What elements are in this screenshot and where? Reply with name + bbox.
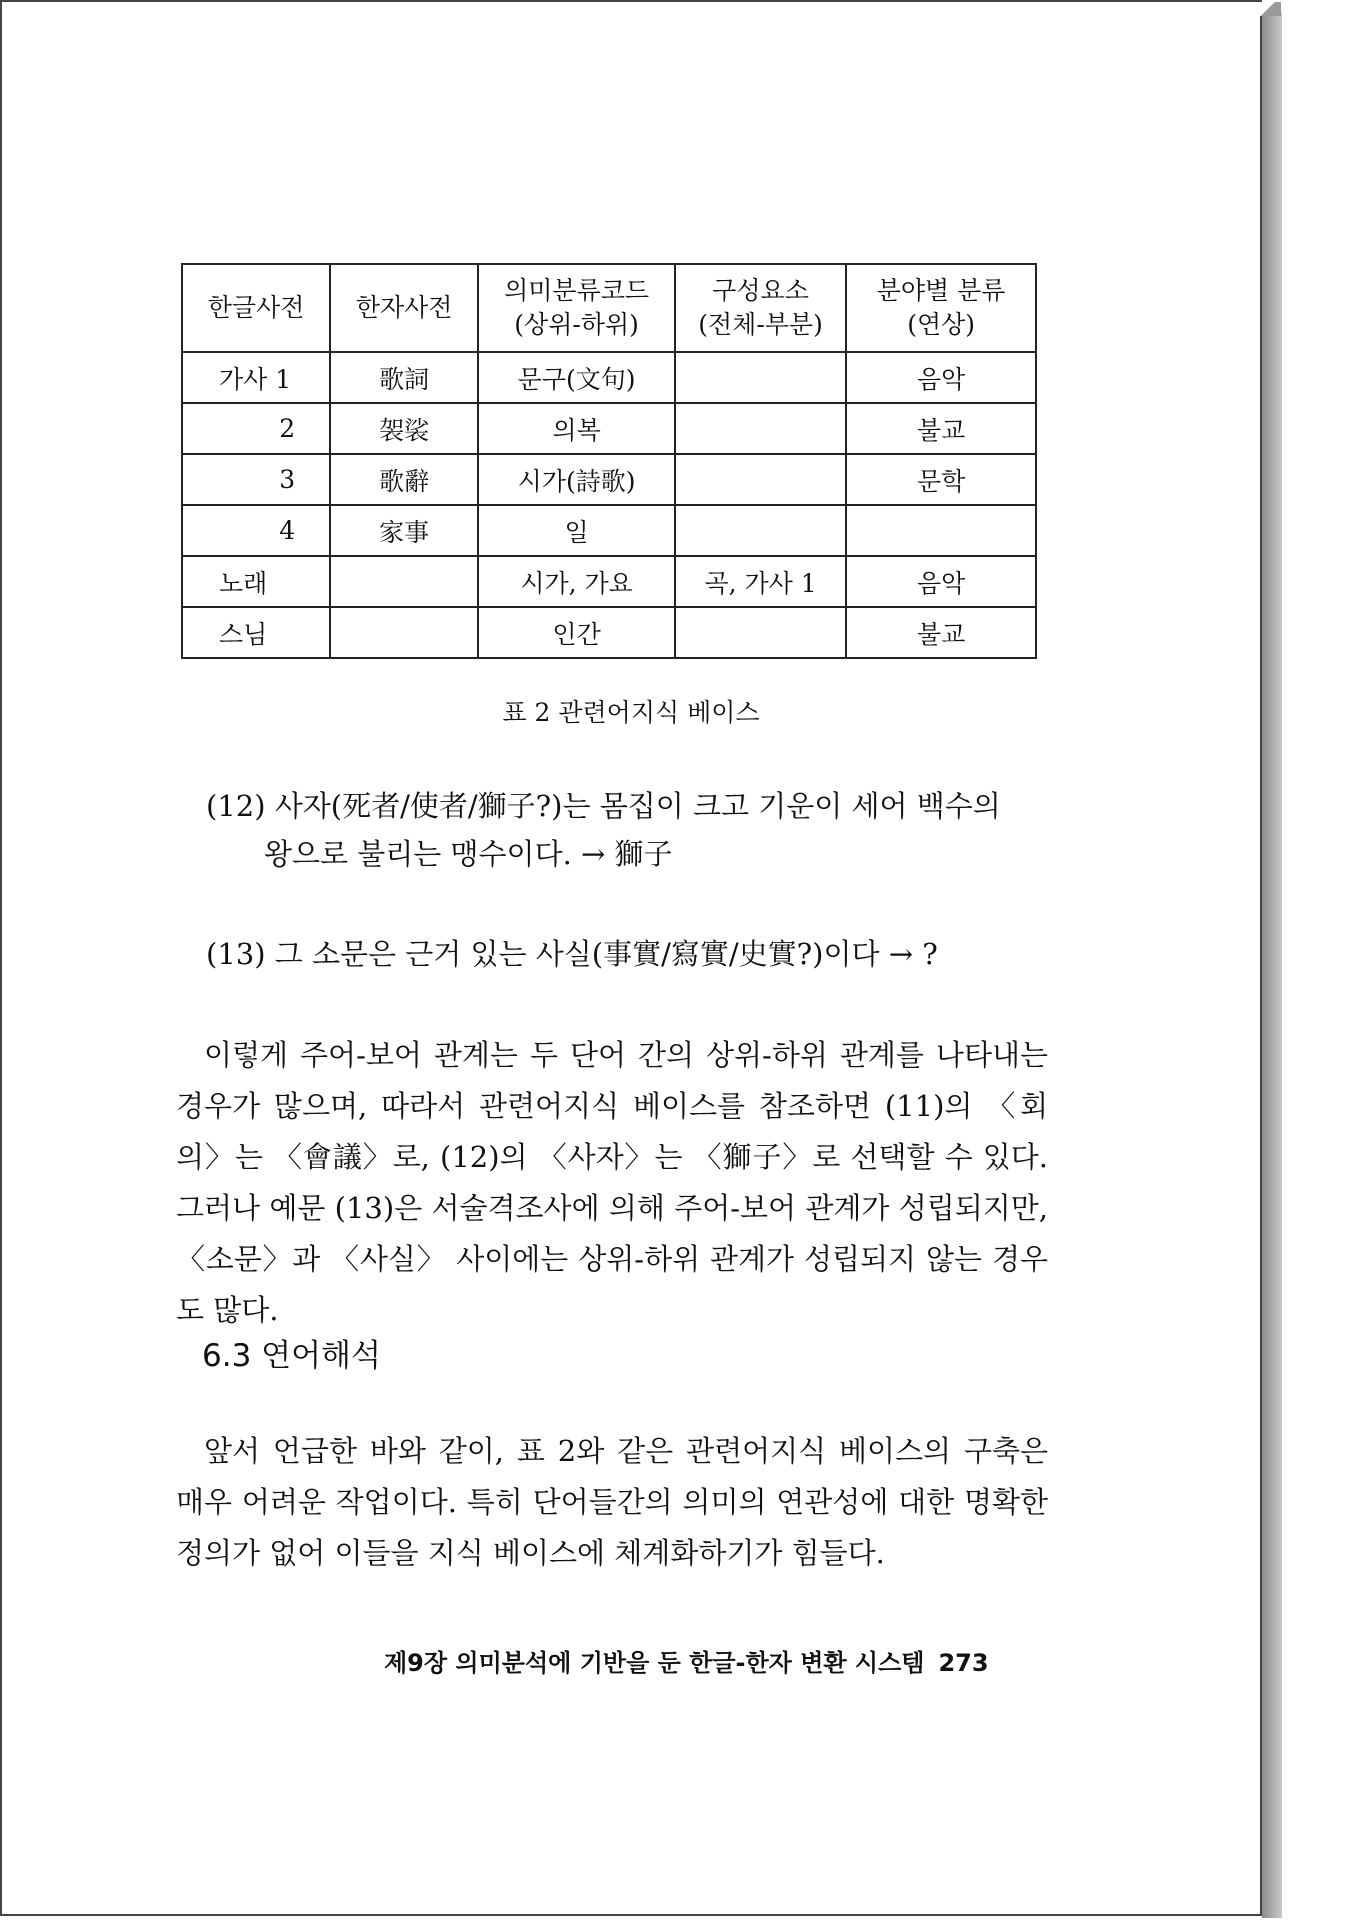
table-cell: [675, 607, 846, 658]
table-row: [182, 505, 1036, 556]
table-cell: 가사 1: [182, 352, 330, 403]
table-cell: [675, 403, 846, 454]
table-cell: 歌辭: [330, 454, 478, 505]
header-hangul-dictionary: 한글사전: [182, 264, 330, 352]
section-heading: 6.3 연어해석: [202, 1338, 381, 1374]
table-cell: 불교: [846, 403, 1036, 454]
table-row: [182, 607, 1036, 658]
table-cell: [846, 505, 1036, 556]
header-component-text: 구성요소 (전체-부분): [698, 276, 823, 339]
table-cell: [675, 352, 846, 403]
paragraph-1: [176, 1030, 1048, 1336]
page-corner-fold: [1255, 2, 1281, 16]
table-cell: 인간: [478, 607, 675, 658]
table-cell: [330, 556, 478, 607]
table-cell: 의복: [478, 403, 675, 454]
table-cell: 시가, 가요: [478, 556, 675, 607]
table-cell: 家事: [330, 505, 478, 556]
table-cell: [675, 505, 846, 556]
related-word-knowledge-table: [181, 263, 1037, 659]
table-cell: 3: [182, 454, 330, 505]
table-cell: [330, 607, 478, 658]
table-cell: 4: [182, 505, 330, 556]
header-hanja-dictionary: 한자사전: [330, 264, 478, 352]
table-cell: 시가(詩歌): [478, 454, 675, 505]
page-number: 273: [938, 1649, 989, 1677]
header-component: [675, 264, 846, 352]
header-field-text: 분야별 분류 (연상): [876, 276, 1006, 339]
paragraph-1-text: 이렇게 주어-보어 관계는 두 단어 간의 상위-하위 관계를 나타내는 경우가 많으며, 따라서 관련어지식 베이스를 참조하면 (11)의 〈회의〉는 〈會議〉로, (12)의 〈사자〉는 〈獅子〉로 선택할 수 있다. 그러나 예문 (13)은 서술격조사에 의해 주어-보어 관계가 성립되지만, 〈소문〉과 〈사실〉 사이에는 상위-하위 관계가 성립되지 않는 경우도 많다.: [176, 1038, 1048, 1327]
example-12-line-2: 왕으로 불리는 맹수이다. → 獅子: [264, 837, 673, 871]
header-semantic-code-text: 의미분류코드 (상위-하위): [504, 276, 650, 339]
table-cell: 노래: [182, 556, 330, 607]
table-cell: 문구(文句): [478, 352, 675, 403]
table-cell: 袈裟: [330, 403, 478, 454]
paragraph-2: [176, 1426, 1048, 1579]
table-cell: 음악: [846, 352, 1036, 403]
header-field-classification: [846, 264, 1036, 352]
table-cell: 2: [182, 403, 330, 454]
table-row: [182, 556, 1036, 607]
table-cell: [675, 454, 846, 505]
example-12-line-1: (12) 사자(死者/使者/獅子?)는 몸집이 크고 기운이 세어 백수의: [206, 789, 1001, 823]
table-caption: 표 2 관련어지식 베이스: [502, 698, 760, 727]
table-cell: 歌詞: [330, 352, 478, 403]
page-edge-shadow: [1262, 12, 1282, 1918]
table-cell: 문학: [846, 454, 1036, 505]
example-13: (13) 그 소문은 근거 있는 사실(事實/寫實/史實?)이다 → ?: [206, 937, 938, 971]
table-header-row: [182, 264, 1036, 352]
table-cell: 곡, 가사 1: [675, 556, 846, 607]
table-row: [182, 454, 1036, 505]
table-cell: 스님: [182, 607, 330, 658]
table-row: [182, 403, 1036, 454]
table-cell: 음악: [846, 556, 1036, 607]
table-row: [182, 352, 1036, 403]
paragraph-2-text: 앞서 언급한 바와 같이, 표 2와 같은 관련어지식 베이스의 구축은 매우 어려운 작업이다. 특히 단어들간의 의미의 연관성에 대한 명확한 정의가 없어 이들을 지식 베이스에 체계화하기가 힘들다.: [176, 1434, 1048, 1570]
table-cell: 불교: [846, 607, 1036, 658]
footer-chapter-title: 제9장 의미분석에 기반을 둔 한글-한자 변환 시스템: [384, 1649, 925, 1677]
header-semantic-code: [478, 264, 675, 352]
table-cell: 일: [478, 505, 675, 556]
running-footer: [384, 1643, 989, 1678]
